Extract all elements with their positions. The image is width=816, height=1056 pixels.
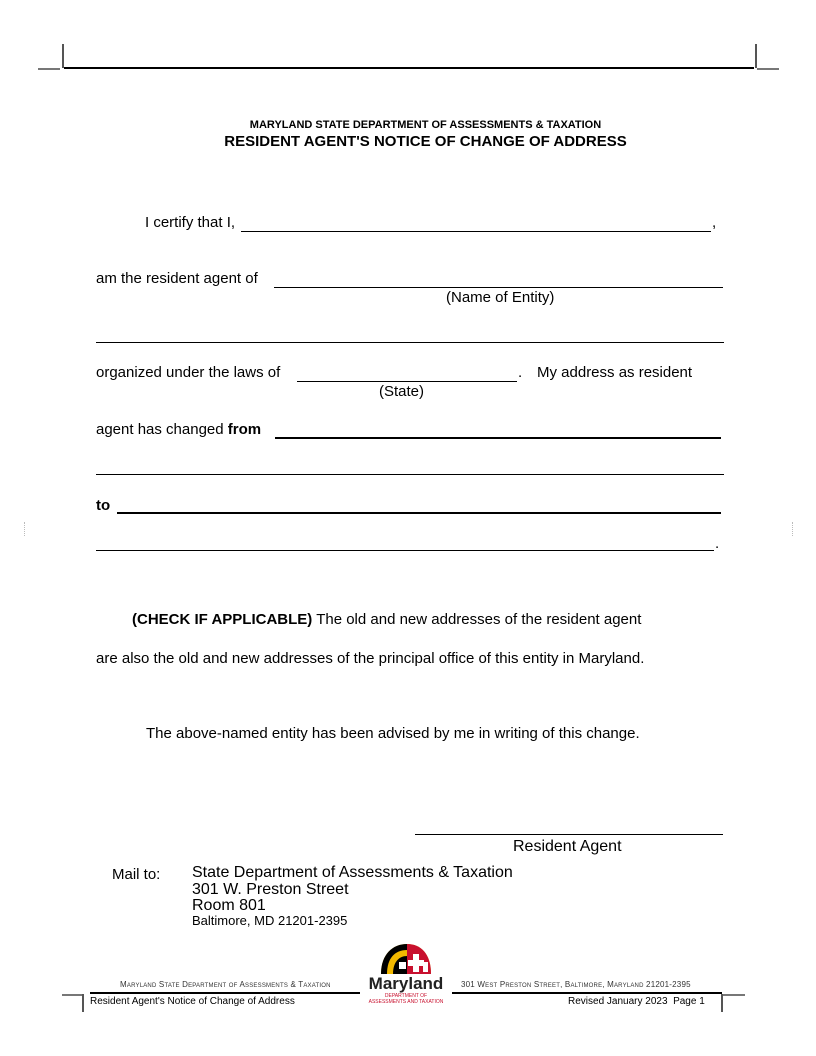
signature-line[interactable]	[415, 834, 723, 835]
new-address-line-2[interactable]	[96, 550, 714, 551]
footer-left-rule	[90, 992, 360, 994]
bottom-left-tick	[62, 994, 82, 996]
form-title: RESIDENT AGENT'S NOTICE OF CHANGE OF ADDRESS	[224, 133, 627, 150]
mail-to-label: Mail to:	[112, 866, 161, 883]
footer-right-band: 301 West Preston Street, Baltimore, Maryland 21201-2395	[461, 980, 691, 989]
top-right-corner-tick	[757, 68, 779, 70]
logo-sub-1: DEPARTMENT OF	[384, 993, 428, 999]
new-address-line-1[interactable]	[117, 512, 721, 514]
left-margin-mark	[24, 522, 25, 536]
mail-to-line-2: 301 W. Preston Street	[192, 881, 349, 898]
footer-right-rule	[452, 992, 722, 994]
certify-text: I certify that I,	[145, 214, 236, 231]
top-left-corner-tick	[38, 68, 60, 70]
state-line[interactable]	[297, 381, 517, 382]
agent-changed-label: agent has changed	[96, 421, 224, 438]
top-right-corner-mark	[755, 44, 757, 68]
my-address-text: My address as resident	[537, 364, 693, 381]
entity-name-line[interactable]	[274, 287, 723, 288]
logo-wordmark: Maryland	[368, 974, 444, 993]
footer-revised: Revised January 2023	[568, 996, 668, 1007]
bottom-left-mark	[82, 994, 84, 1012]
entity-name-line-2[interactable]	[96, 342, 724, 343]
old-address-line-1[interactable]	[275, 437, 721, 439]
check-applicable-label: (CHECK IF APPLICABLE)	[132, 611, 313, 628]
signature-label: Resident Agent	[513, 838, 622, 855]
check-applicable-text-2: are also the old and new addresses of the principal office of this entity in Maryland.	[96, 650, 645, 667]
top-rule	[64, 67, 754, 69]
mail-to-line-3: Room 801	[192, 897, 266, 914]
final-period: .	[715, 535, 720, 552]
old-address-line-2[interactable]	[96, 474, 724, 475]
state-period: .	[518, 364, 523, 381]
resident-agent-of-text: am the resident agent of	[96, 270, 258, 287]
footer-form-name: Resident Agent's Notice of Change of Address	[90, 996, 295, 1007]
right-margin-mark	[792, 522, 793, 536]
top-left-corner-mark	[62, 44, 64, 68]
from-label: from	[227, 421, 262, 438]
agent-name-line[interactable]	[241, 231, 711, 232]
advised-text: The above-named entity has been advised by me in writing of this change.	[146, 725, 640, 742]
footer-page: Page 1	[673, 996, 705, 1007]
name-of-entity-label: (Name of Entity)	[446, 289, 555, 306]
check-applicable-line-1	[132, 611, 641, 629]
check-applicable-text-1: The old and new addresses of the resident agent	[316, 611, 642, 628]
certify-comma: ,	[712, 214, 717, 231]
state-label: (State)	[379, 383, 425, 400]
agent-changed-text	[96, 421, 261, 439]
to-label: to	[96, 497, 111, 514]
department-heading: MARYLAND STATE DEPARTMENT OF ASSESSMENTS & TAXATION	[249, 119, 602, 131]
mail-to-line-1: State Department of Assessments & Taxation	[192, 864, 513, 881]
logo-sub-2: ASSESSMENTS AND TAXATION	[368, 999, 444, 1005]
mail-to-line-4: Baltimore, MD 21201-2395	[192, 913, 348, 928]
bottom-right-mark	[721, 994, 723, 1012]
footer-left-band: Maryland State Department of Assessments & Taxation	[120, 980, 331, 989]
footer-revised-page	[568, 996, 705, 1008]
bottom-right-tick	[723, 994, 745, 996]
maryland-flag-icon	[377, 940, 435, 976]
organized-under-text: organized under the laws of	[96, 364, 281, 381]
